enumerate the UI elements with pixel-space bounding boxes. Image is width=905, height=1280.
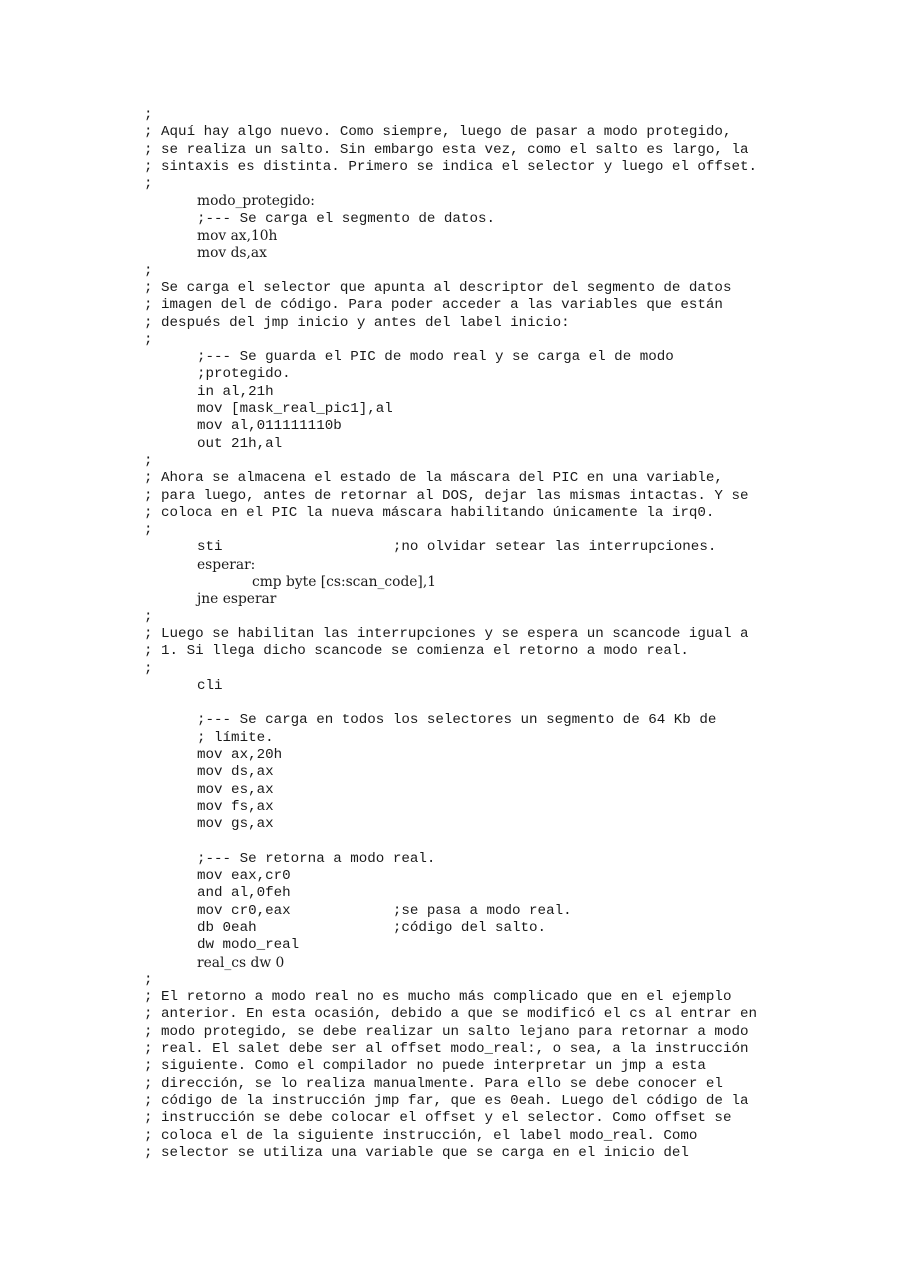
comment-line: ; coloca en el PIC la nueva máscara habilitando únicamente la irq0. xyxy=(144,504,715,521)
comment-line: ; xyxy=(144,608,153,625)
blank-line xyxy=(144,833,757,850)
code-instruction: real_cs dw 0 xyxy=(197,954,285,971)
comment-line: ; modo protegido, se debe realizar un salto lejano para retornar a modo xyxy=(144,1023,749,1040)
comment-line: ; Ahora se almacena el estado de la máscara del PIC en una variable, xyxy=(144,470,723,487)
code-comment: ; límite. xyxy=(197,729,274,746)
comment-line: ; xyxy=(144,262,153,279)
code-listing xyxy=(144,107,757,1162)
code-comment: ;--- Se carga el segmento de datos. xyxy=(197,210,495,227)
code-instruction: and al,0feh xyxy=(197,885,291,902)
code-instruction: mov cr0,eax ;se pasa a modo real. xyxy=(197,902,572,919)
comment-line: ; xyxy=(144,176,153,193)
comment-line: ; imagen del de código. Para poder acceder a las variables que están xyxy=(144,297,723,314)
code-comment: ;protegido. xyxy=(197,366,291,383)
code-instruction: db 0eah ;código del salto. xyxy=(197,919,547,936)
comment-line: ; 1. Si llega dicho scancode se comienza el retorno a modo real. xyxy=(144,643,689,660)
code-instruction: jne esperar xyxy=(197,591,277,608)
comment-line: ; xyxy=(144,660,153,677)
code-instruction: mov [mask_real_pic1],al xyxy=(197,401,393,418)
blank-line xyxy=(144,695,757,712)
comment-line: ; después del jmp inicio y antes del label inicio: xyxy=(144,314,570,331)
code-comment: ;--- Se carga en todos los selectores un segmento de 64 Kb de xyxy=(197,712,717,729)
code-instruction: in al,21h xyxy=(197,383,274,400)
code-instruction: mov gs,ax xyxy=(197,816,274,833)
comment-line: ; xyxy=(144,522,153,539)
comment-line: ; coloca el de la siguiente instrucción, el label modo_real. Como xyxy=(144,1127,698,1144)
code-instruction: mov eax,cr0 xyxy=(197,868,291,885)
code-instruction: cli xyxy=(197,677,223,694)
comment-line: ; se realiza un salto. Sin embargo esta vez, como el salto es largo, la xyxy=(144,141,749,158)
comment-line: ; código de la instrucción jmp far, que es 0eah. Luego del código de la xyxy=(144,1092,749,1109)
comment-line: ; xyxy=(144,107,153,123)
comment-line: ; siguiente. Como el compilador no puede interpretar un jmp a esta xyxy=(144,1058,706,1075)
code-comment: ;--- Se retorna a modo real. xyxy=(197,850,436,867)
comment-line: ; El retorno a modo real no es mucho más complicado que en el ejemplo xyxy=(144,989,732,1006)
code-comment: ;--- Se guarda el PIC de modo real y se carga el de modo xyxy=(197,349,674,366)
code-instruction: cmp byte [cs:scan_code],1 xyxy=(252,574,436,591)
code-instruction: dw modo_real xyxy=(197,937,300,954)
comment-line: ; sintaxis es distinta. Primero se indica el selector y luego el offset. xyxy=(144,158,757,175)
code-instruction: out 21h,al xyxy=(197,435,283,452)
comment-line: ; xyxy=(144,331,153,348)
comment-line: ; para luego, antes de retornar al DOS, dejar las mismas intactas. Y se xyxy=(144,487,749,504)
comment-line: ; dirección, se lo realiza manualmente. Para ello se debe conocer el xyxy=(144,1075,723,1092)
code-instruction: mov ax,20h xyxy=(197,746,283,763)
comment-line: ; Se carga el selector que apunta al descriptor del segmento de datos xyxy=(144,279,732,296)
comment-line: ; xyxy=(144,452,153,469)
comment-line: ; Luego se habilitan las interrupciones y se espera un scancode igual a xyxy=(144,625,749,642)
code-instruction: mov ax,10h xyxy=(197,228,278,245)
code-instruction: mov ds,ax xyxy=(197,245,267,262)
comment-line: ; xyxy=(144,971,153,988)
code-instruction: sti ;no olvidar setear las interrupciones. xyxy=(197,539,717,556)
code-label: modo_protegido: xyxy=(197,193,315,210)
code-instruction: mov al,011111110b xyxy=(197,418,342,435)
comment-line: ; instrucción se debe colocar el offset y el selector. Como offset se xyxy=(144,1110,732,1127)
comment-line: ; anterior. En esta ocasión, debido a que se modificó el cs al entrar en xyxy=(144,1006,757,1023)
code-instruction: mov es,ax xyxy=(197,781,274,798)
code-instruction: mov ds,ax xyxy=(197,764,274,781)
code-label: esperar: xyxy=(197,556,256,573)
comment-line: ; real. El salet debe ser al offset modo_real:, o sea, a la instrucción xyxy=(144,1041,749,1058)
comment-line: ; Aquí hay algo nuevo. Como siempre, luego de pasar a modo protegido, xyxy=(144,124,732,141)
comment-line: ; selector se utiliza una variable que se carga en el inicio del xyxy=(144,1144,689,1161)
code-instruction: mov fs,ax xyxy=(197,798,274,815)
